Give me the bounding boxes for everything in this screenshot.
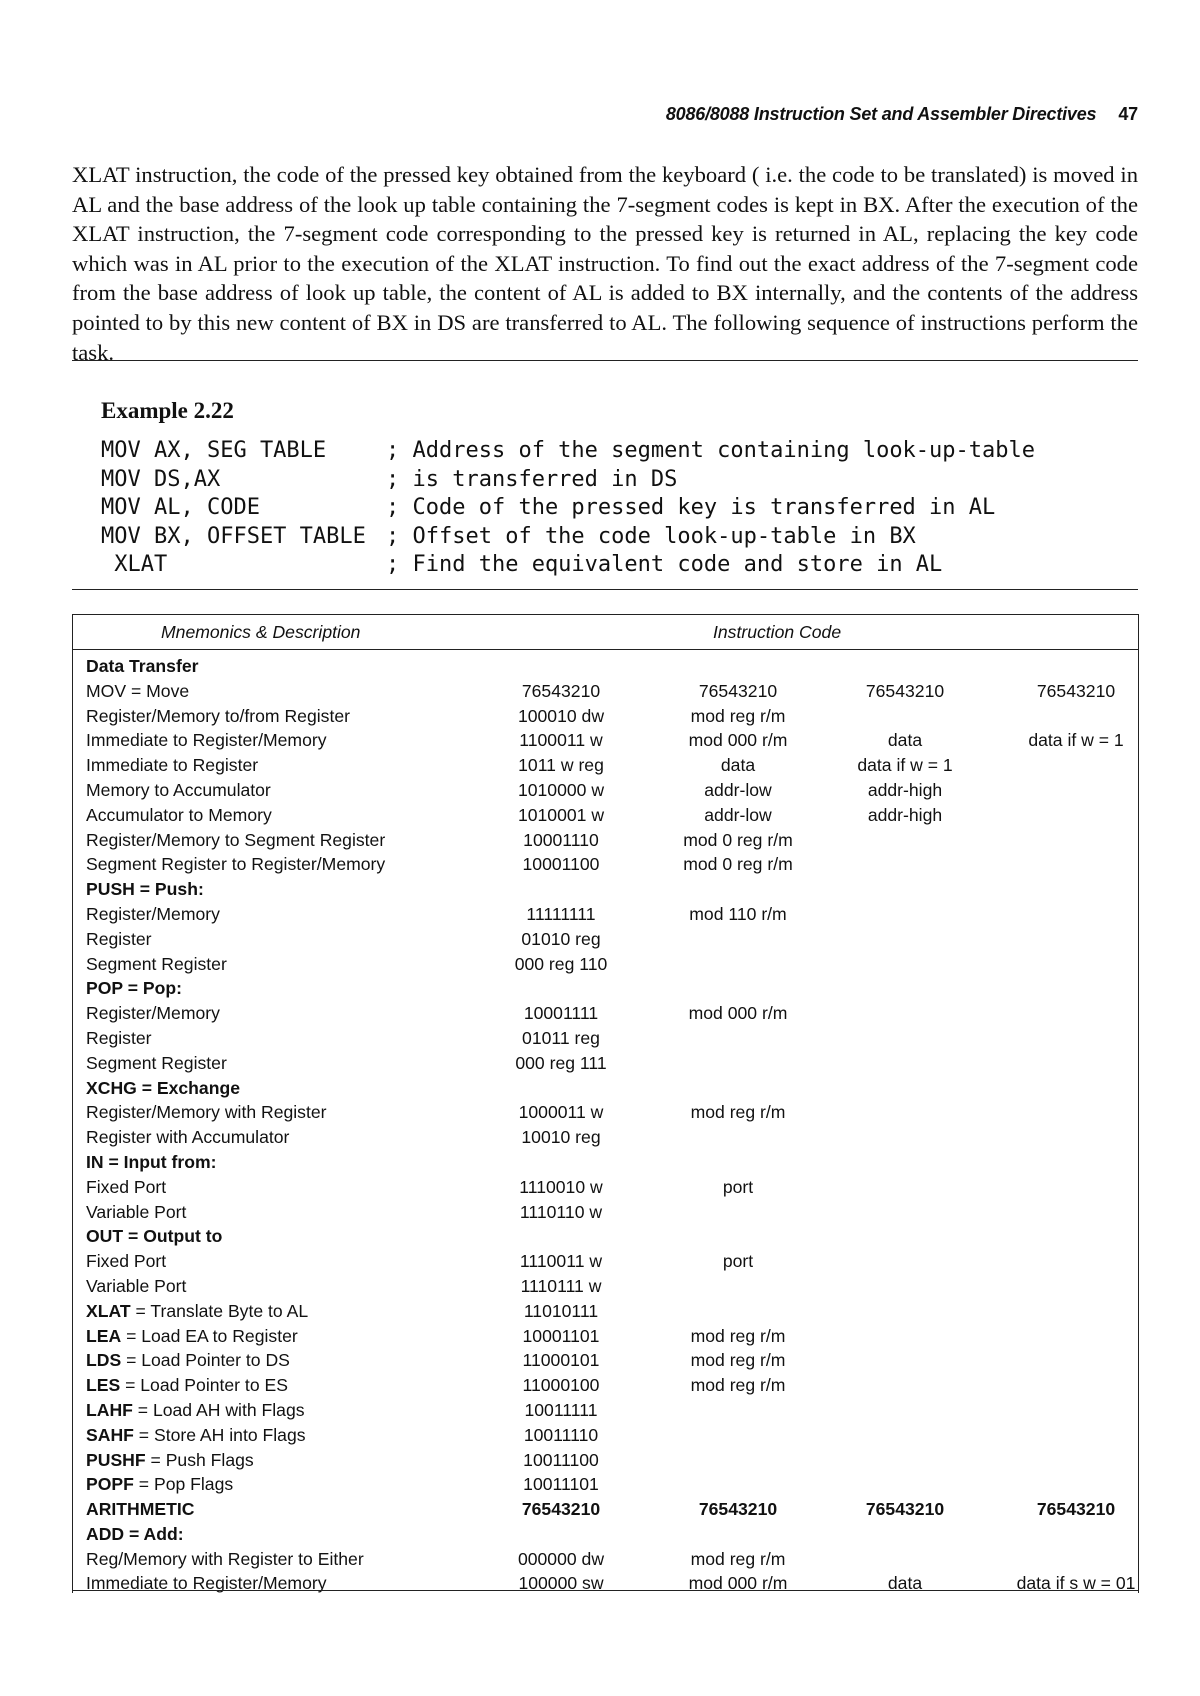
table-row (73, 927, 1138, 952)
table-row (73, 704, 1138, 729)
row-description (86, 877, 204, 902)
code-byte-1: 10001111 (523, 1003, 599, 1024)
running-header (72, 104, 1138, 125)
row-description (86, 902, 220, 927)
code-byte-3: data if w = 1 (857, 755, 953, 776)
row-description (86, 1125, 289, 1150)
code-byte-2: mod 110 r/m (689, 903, 787, 924)
row-description (86, 1200, 186, 1225)
code-byte-2: addr-low (704, 804, 772, 825)
row-description-text: = Load Pointer to DS (121, 1350, 290, 1371)
body-paragraph: XLAT instruction, the code of the pressed key obtained from the keyboard ( i.e. the code to be translated) is moved in AL and the base address of the look up table containing the 7-segment codes is kept in BX. After the execution of the XLAT instruction, the 7-segment code corresponding to the pressed key is returned in AL, replacing the key code which was in AL prior to the execution of the XLAT instruction. To find out the exact address of the 7-segment code from the base address of look up table, the content of AL is added to BX internally, and the contents of the address pointed to by this new content of BX in DS are transferred to AL. The following sequence of instructions perform the task. (72, 162, 1138, 365)
code-byte-2: addr-low (704, 779, 772, 800)
table-row (73, 1224, 1138, 1249)
row-mnemonic: POPF (86, 1474, 134, 1495)
code-byte-1: 10001110 (523, 829, 599, 850)
code-byte-2: mod 000 r/m (688, 1003, 788, 1024)
code-byte-1: 1010000 w (517, 779, 605, 800)
table-body (73, 654, 1138, 1593)
row-description (86, 1150, 216, 1175)
code-byte-2: mod 000 r/m (688, 730, 788, 751)
table-row (73, 1249, 1138, 1274)
table-row (73, 1026, 1138, 1051)
row-description-text: = Load EA to Register (121, 1325, 298, 1346)
code-byte-1: 1000011 w (518, 1102, 604, 1123)
table-row (73, 902, 1138, 927)
example-title: Example 2.22 (101, 398, 234, 423)
row-mnemonic: XCHG = Exchange (86, 1077, 240, 1098)
table-row (73, 803, 1138, 828)
code-byte-4: 76543210 (1036, 1499, 1116, 1520)
code-instruction: MOV DS,AX (101, 466, 221, 492)
row-description-text: Register/Memory (86, 903, 220, 924)
code-byte-1: 01010 reg (521, 928, 601, 949)
row-mnemonic: PUSH = Push: (86, 879, 204, 900)
table-row (73, 1398, 1138, 1423)
code-byte-2: mod reg r/m (690, 705, 786, 726)
row-description-text: Variable Port (86, 1275, 187, 1296)
table-row (73, 1001, 1138, 1026)
table-row (73, 877, 1138, 902)
row-description (86, 852, 385, 877)
example-top-rule (72, 360, 1138, 361)
row-description (86, 1547, 364, 1572)
code-byte-1: 100000 sw (518, 1573, 604, 1593)
example-bottom-rule (72, 589, 1138, 590)
code-byte-4: data if s w = 01 (1016, 1573, 1136, 1593)
row-description (86, 1001, 220, 1026)
row-description-text: Segment Register (86, 953, 227, 974)
table-row (73, 1324, 1138, 1349)
row-description-text: Segment Register (86, 1052, 227, 1073)
row-description (86, 927, 152, 952)
code-instruction: MOV BX, OFFSET TABLE (101, 523, 366, 549)
row-description (86, 1497, 194, 1522)
row-description (86, 1175, 166, 1200)
code-byte-1: 11000101 (522, 1350, 600, 1371)
code-byte-1: 1010001 w (517, 804, 605, 825)
row-description-text: Accumulator to Memory (86, 804, 272, 825)
row-description (86, 1051, 227, 1076)
code-byte-2: 76543210 (698, 1499, 778, 1520)
table-row (73, 976, 1138, 1001)
code-byte-3: 76543210 (865, 680, 945, 701)
header-mnemonics: Mnemonics & Description (161, 622, 361, 642)
table-row (73, 1274, 1138, 1299)
table-row (73, 1348, 1138, 1373)
code-byte-2: mod reg r/m (690, 1102, 786, 1123)
code-byte-2: mod 0 reg r/m (683, 829, 793, 850)
row-description-text: = Translate Byte to AL (130, 1300, 309, 1321)
row-description (86, 778, 271, 803)
row-mnemonic: Data Transfer (86, 656, 199, 676)
code-byte-1: 100010 dw (517, 705, 605, 726)
table-row (73, 1200, 1138, 1225)
row-description-text: Segment Register to Register/Memory (86, 854, 386, 875)
code-byte-1: 10011100 (523, 1449, 599, 1470)
code-comment: ; Address of the segment containing look-up-table (386, 438, 1036, 463)
table-row (73, 654, 1138, 679)
code-byte-1: 11000100 (522, 1375, 600, 1396)
code-byte-1: 76543210 (521, 1499, 601, 1520)
row-description (86, 1423, 306, 1448)
row-description (86, 1299, 308, 1324)
header-instruction-code: Instruction Code (713, 622, 842, 642)
row-description-text: = Load AH with Flags (132, 1399, 305, 1420)
table-row (73, 679, 1138, 704)
code-instruction: MOV AX, SEG TABLE (101, 438, 327, 463)
code-byte-1: 1110010 w (519, 1176, 603, 1197)
row-description (86, 1348, 290, 1373)
row-description-text: Register with Accumulator (86, 1127, 290, 1148)
row-description (86, 1448, 254, 1473)
table-row (73, 1472, 1138, 1497)
code-byte-2: port (722, 1251, 754, 1272)
row-description (86, 1373, 288, 1398)
row-description (86, 679, 189, 704)
code-byte-1: 11111111 (526, 903, 596, 924)
code-byte-2: mod reg r/m (690, 1375, 786, 1396)
row-description-text: = Store AH into Flags (133, 1424, 306, 1445)
code-byte-1: 10011111 (524, 1399, 598, 1420)
row-description (86, 1324, 298, 1349)
row-description (86, 828, 385, 853)
row-description (86, 728, 327, 753)
table-row (73, 1150, 1138, 1175)
code-byte-1: 000 reg 111 (515, 1052, 607, 1073)
table-row (73, 1051, 1138, 1076)
code-byte-1: 10011101 (523, 1474, 599, 1495)
running-title: 8086/8088 Instruction Set and Assembler Directives (665, 104, 1097, 124)
row-description (86, 976, 182, 1001)
table-row (73, 1522, 1138, 1547)
row-description (86, 1224, 222, 1249)
row-description-text: = Push Flags (145, 1449, 254, 1470)
table-row (73, 753, 1138, 778)
table-row (73, 1448, 1138, 1473)
table-row (73, 1299, 1138, 1324)
row-mnemonic: ADD = Add: (86, 1523, 184, 1544)
code-byte-1: 01011 reg (522, 1027, 600, 1048)
code-instruction: MOV AL, CODE (101, 495, 260, 521)
row-description-text: Memory to Accumulator (86, 779, 271, 800)
code-byte-2: mod reg r/m (690, 1350, 786, 1371)
code-byte-1: 1100011 w (519, 730, 603, 751)
code-comment: ; is transferred in DS (386, 466, 678, 492)
row-description (86, 1249, 166, 1274)
table-row (73, 952, 1138, 977)
row-description-text: Register (86, 1027, 152, 1048)
row-description (86, 952, 227, 977)
row-description-text: Immediate to Register (86, 755, 259, 776)
row-description-text: Fixed Port (86, 1251, 167, 1272)
table-row (73, 1497, 1138, 1522)
row-description (86, 753, 258, 778)
table-row (73, 1547, 1138, 1572)
code-byte-1: 000000 dw (517, 1548, 605, 1569)
table-header (73, 615, 1138, 650)
row-description-text: Reg/Memory with Register to Either (86, 1548, 364, 1569)
row-description (86, 1100, 327, 1125)
row-description-text: = Pop Flags (133, 1474, 234, 1495)
row-description (86, 1274, 186, 1299)
table-row (73, 1100, 1138, 1125)
code-byte-4: data if w = 1 (1028, 730, 1124, 751)
row-description-text: = Load Pointer to ES (120, 1375, 288, 1396)
table-row (73, 828, 1138, 853)
code-byte-1: 11010111 (523, 1300, 599, 1321)
code-byte-1: 10001100 (522, 854, 600, 875)
row-mnemonic: IN = Input from: (86, 1151, 217, 1172)
row-description (86, 1026, 152, 1051)
row-description-text: Variable Port (86, 1201, 187, 1222)
code-byte-3: addr-high (867, 779, 943, 800)
table-row (73, 1373, 1138, 1398)
code-byte-3: addr-high (867, 804, 943, 825)
row-description (86, 803, 272, 828)
row-mnemonic: POP = Pop: (86, 978, 182, 999)
code-byte-2: mod 000 r/m (688, 1573, 788, 1593)
code-byte-2: mod 0 reg r/m (683, 854, 793, 875)
row-description-text: Register (86, 928, 152, 949)
table-row (73, 1423, 1138, 1448)
row-description-text: Immediate to Register/Memory (86, 1573, 327, 1593)
table-row (73, 1175, 1138, 1200)
code-byte-1: 10010 reg (521, 1127, 601, 1148)
code-byte-1: 1110110 w (519, 1201, 603, 1222)
code-byte-4: 76543210 (1036, 680, 1116, 701)
row-description-text: Immediate to Register/Memory (86, 730, 327, 751)
row-description (86, 654, 198, 679)
code-byte-1: 10001101 (522, 1325, 600, 1346)
code-byte-1: 76543210 (521, 680, 601, 701)
row-description-text: Register/Memory to Segment Register (86, 829, 386, 850)
row-mnemonic: LES (86, 1375, 121, 1396)
code-byte-2: 76543210 (698, 680, 778, 701)
code-byte-1: 1110111 w (520, 1275, 602, 1296)
row-description (86, 1522, 184, 1547)
code-byte-2: port (722, 1176, 754, 1197)
row-description-text: MOV = Move (86, 680, 190, 701)
row-mnemonic: PUSHF (86, 1449, 146, 1470)
code-byte-2: mod reg r/m (690, 1325, 786, 1346)
row-mnemonic: ARITHMETIC (86, 1499, 195, 1520)
code-instruction: XLAT (101, 552, 168, 578)
row-mnemonic: LEA (86, 1325, 122, 1346)
table-row (73, 1125, 1138, 1150)
row-description (86, 1398, 305, 1423)
code-comment: ; Code of the pressed key is transferred in AL (386, 495, 996, 521)
row-description (86, 704, 350, 729)
code-byte-1: 1011 w reg (518, 755, 604, 776)
table-row (73, 1076, 1138, 1101)
page-number: 47 (1118, 104, 1138, 124)
row-description-text: Register/Memory to/from Register (86, 705, 350, 726)
row-description-text: Fixed Port (86, 1176, 167, 1197)
code-byte-1: 10011110 (523, 1424, 599, 1445)
code-byte-2: data (720, 755, 756, 776)
row-description-text: Register/Memory (86, 1003, 220, 1024)
table-row (73, 778, 1138, 803)
code-byte-3: data (887, 730, 923, 751)
code-comment: ; Find the equivalent code and store in AL (386, 552, 943, 578)
row-description (86, 1472, 233, 1497)
row-mnemonic: SAHF (86, 1424, 134, 1445)
row-mnemonic: OUT = Output to (86, 1226, 223, 1247)
code-byte-3: 76543210 (865, 1499, 945, 1520)
code-comment: ; Offset of the code look-up-table in BX (386, 523, 916, 549)
row-description-text: Register/Memory with Register (86, 1102, 327, 1123)
code-byte-1: 000 reg 110 (514, 953, 608, 974)
table-bottom-rule (72, 1590, 1139, 1591)
table-row (73, 852, 1138, 877)
code-byte-1: 1110011 w (519, 1251, 603, 1272)
row-mnemonic: LDS (86, 1350, 122, 1371)
instruction-code-table (72, 614, 1139, 1593)
row-mnemonic: LAHF (86, 1399, 133, 1420)
row-mnemonic: XLAT (86, 1300, 131, 1321)
code-byte-2: mod reg r/m (690, 1548, 786, 1569)
row-description (86, 1076, 240, 1101)
code-byte-3: data (887, 1573, 923, 1593)
table-row (73, 728, 1138, 753)
